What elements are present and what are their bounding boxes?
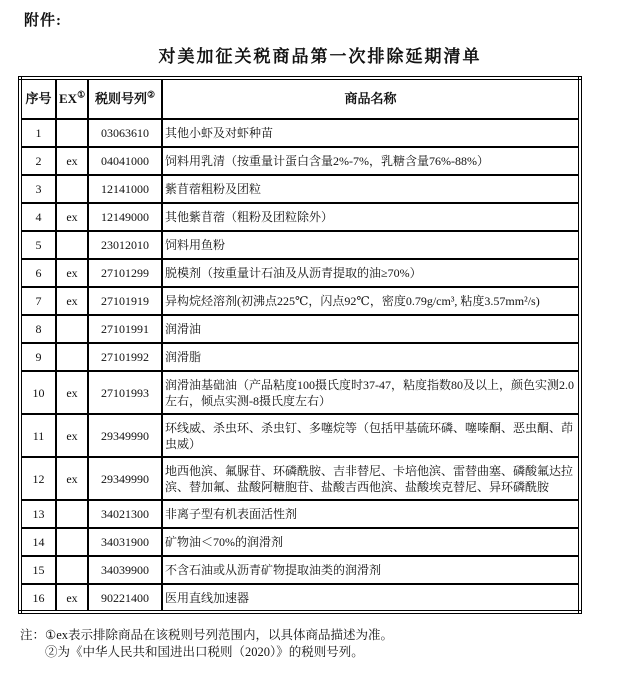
- index-cell: 2: [20, 147, 56, 175]
- index-cell: 13: [20, 500, 56, 528]
- table-header-row: [20, 78, 580, 119]
- header-ex-text: EX: [59, 91, 78, 106]
- code-cell: 29349990: [88, 414, 162, 457]
- index-cell: 11: [20, 414, 56, 457]
- ex-cell: ex: [56, 371, 88, 414]
- code-cell: 12141000: [88, 175, 162, 203]
- index-cell: 16: [20, 584, 56, 612]
- index-cell: 5: [20, 231, 56, 259]
- name-cell: 异构烷烃溶剂(初沸点225℃，闪点92℃，密度0.79g/cm³, 粘度3.57mm²/s): [162, 287, 580, 315]
- name-cell: 润滑油: [162, 315, 580, 343]
- name-cell: 饲料用鱼粉: [162, 231, 580, 259]
- name-cell: 矿物油＜70%的润滑剂: [162, 528, 580, 556]
- code-cell: 23012010: [88, 231, 162, 259]
- table-row: [20, 500, 580, 528]
- ex-cell: [56, 119, 88, 147]
- index-cell: 1: [20, 119, 56, 147]
- name-cell: 非离子型有机表面活性剂: [162, 500, 580, 528]
- table-row: [20, 147, 580, 175]
- name-cell: 脱模剂（按重量计石油及从沥青提取的油≥70%）: [162, 259, 580, 287]
- code-cell: 34039900: [88, 556, 162, 584]
- ex-cell: [56, 343, 88, 371]
- header-ex: [56, 78, 88, 119]
- ex-cell: ex: [56, 457, 88, 500]
- page-title: 对美加征关税商品第一次排除延期清单: [158, 47, 482, 66]
- ex-cell: [56, 315, 88, 343]
- footnote-2: ②为《中华人民共和国进出口税则（2020）》的税则号列。: [45, 645, 364, 659]
- index-cell: 14: [20, 528, 56, 556]
- table-row: [20, 203, 580, 231]
- footnotes: [20, 627, 640, 661]
- name-cell: 其他紫苜蓿（粗粉及团粒除外）: [162, 203, 580, 231]
- ex-cell: ex: [56, 584, 88, 612]
- table-row: [20, 584, 580, 612]
- ex-cell: ex: [56, 287, 88, 315]
- ex-cell: ex: [56, 147, 88, 175]
- footnote-1: ①ex表示排除商品在该税则号列范围内，以具体商品描述为准。: [45, 628, 394, 642]
- name-cell: 其他小虾及对虾种苗: [162, 119, 580, 147]
- name-cell: 润滑油基础油（产品粘度100摄氏度时37-47，粘度指数80及以上，颜色实测2.0左右，倾点实测-8摄氏度左右）: [162, 371, 580, 414]
- code-cell: 27101992: [88, 343, 162, 371]
- table-row: [20, 457, 580, 500]
- code-cell: 04041000: [88, 147, 162, 175]
- ex-cell: [56, 500, 88, 528]
- code-cell: 03063610: [88, 119, 162, 147]
- table-row: [20, 343, 580, 371]
- name-cell: 不含石油或从沥青矿物提取油类的润滑剂: [162, 556, 580, 584]
- code-cell: 27101991: [88, 315, 162, 343]
- code-cell: 34031900: [88, 528, 162, 556]
- header-index: 序号: [20, 78, 56, 119]
- code-cell: 29349990: [88, 457, 162, 500]
- table-row: [20, 175, 580, 203]
- name-cell: 地西他滨、氟脲苷、环磷酰胺、吉非替尼、卡培他滨、雷替曲塞、磷酸氟达拉滨、替加氟、盐酸阿糖胞苷、盐酸吉西他滨、盐酸埃克替尼、异环磷酰胺: [162, 457, 580, 500]
- table-row: [20, 528, 580, 556]
- ex-cell: ex: [56, 259, 88, 287]
- table-row: [20, 556, 580, 584]
- ex-cell: [56, 175, 88, 203]
- name-cell: 医用直线加速器: [162, 584, 580, 612]
- ex-cell: [56, 528, 88, 556]
- index-cell: 4: [20, 203, 56, 231]
- header-ex-footnote-mark: ①: [77, 89, 86, 100]
- code-cell: 27101299: [88, 259, 162, 287]
- index-cell: 9: [20, 343, 56, 371]
- code-cell: 12149000: [88, 203, 162, 231]
- header-tariff-code: [88, 78, 162, 119]
- footnote-label: 注：: [20, 628, 46, 642]
- header-product-name: 商品名称: [162, 78, 580, 119]
- header-tariff-footnote-mark: ②: [146, 89, 156, 100]
- table-row: [20, 259, 580, 287]
- table-row: [20, 231, 580, 259]
- attachment-label: 附件:: [24, 13, 62, 29]
- index-cell: 6: [20, 259, 56, 287]
- exclusion-list-table: [18, 76, 582, 614]
- index-cell: 10: [20, 371, 56, 414]
- table-row: [20, 414, 580, 457]
- table-row: [20, 371, 580, 414]
- code-cell: 34021300: [88, 500, 162, 528]
- ex-cell: [56, 231, 88, 259]
- code-cell: 27101919: [88, 287, 162, 315]
- ex-cell: ex: [56, 414, 88, 457]
- table-row: [20, 287, 580, 315]
- name-cell: 环线威、杀虫环、杀虫钉、多噻烷等（包括甲基硫环磷、噻嗪酮、恶虫酮、茚虫威）: [162, 414, 580, 457]
- name-cell: 紫苜蓿粗粉及团粒: [162, 175, 580, 203]
- ex-cell: ex: [56, 203, 88, 231]
- code-cell: 90221400: [88, 584, 162, 612]
- index-cell: 12: [20, 457, 56, 500]
- index-cell: 8: [20, 315, 56, 343]
- header-tariff-text: 税则号列: [94, 91, 147, 106]
- index-cell: 15: [20, 556, 56, 584]
- code-cell: 27101993: [88, 371, 162, 414]
- index-cell: 7: [20, 287, 56, 315]
- name-cell: 饲料用乳清（按重量计蛋白含量2%-7%，乳糖含量76%-88%）: [162, 147, 580, 175]
- index-cell: 3: [20, 175, 56, 203]
- ex-cell: [56, 556, 88, 584]
- table-row: [20, 315, 580, 343]
- name-cell: 润滑脂: [162, 343, 580, 371]
- table-row: [20, 119, 580, 147]
